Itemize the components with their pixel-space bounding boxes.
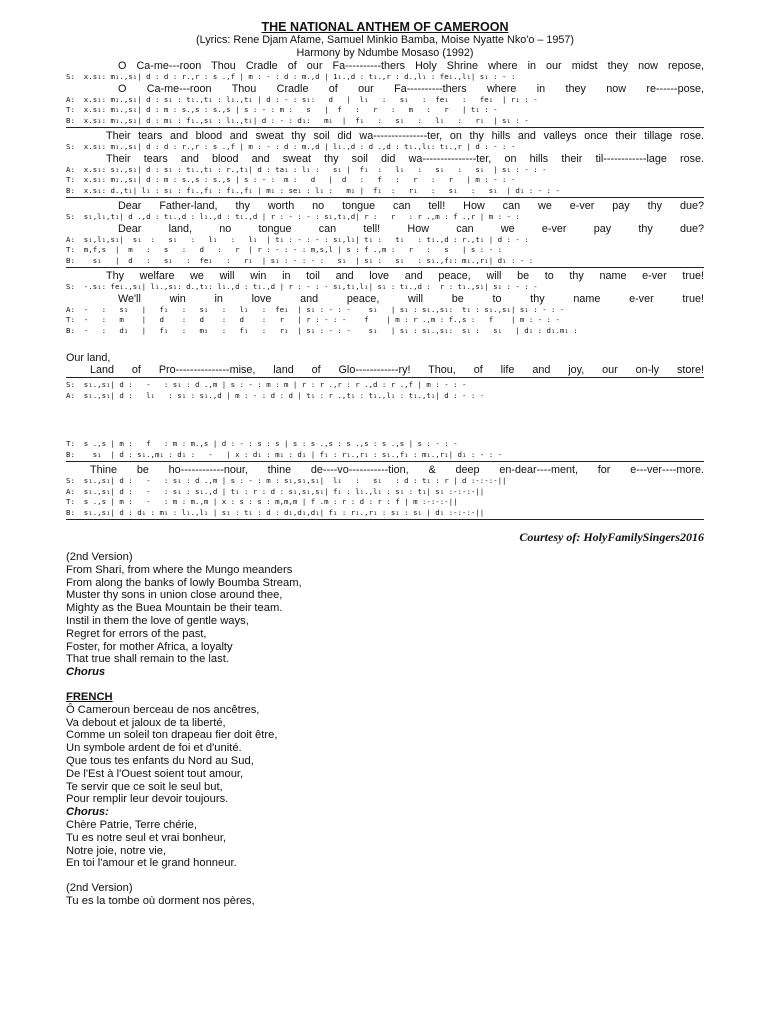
chorus-line: Chère Patrie, Terre chérie, (66, 818, 197, 831)
soprano-notation: S: x.s₁: m₁.,s₁| d : d : r.,r : s .,f | m : - : d : m.,d | 1₁.,d : t₁.,r : d.,l₁ : fe₁.,l₁| s₁ : - : (66, 72, 516, 81)
section-divider (66, 461, 704, 462)
french-section (66, 691, 704, 908)
chorus-line: En toi l'amour et le grand honneur. (66, 857, 237, 870)
soprano-notation: S: s₁.,s₁| d : - : s₁ : d .,m | s : - : m : s₁,s₁,s₁| l₁ : s₁ : d : t₁ : r | d :-:-:-|| (66, 476, 507, 485)
chorus-line: Notre joie, notre vie, (66, 844, 167, 857)
lyric-line: Thy welfare we will win in toil and love and peace, will be to thy name e-ver true! (106, 270, 704, 282)
lyric-line: Their tears and blood and sweat thy soil did wa---------------ter, on thy hills and valleys once their tillage rose. (106, 130, 704, 142)
tenor-notation: T: s .,s | m : f : m : m.,s | d : - : s : s | s : s .,s : s .,s : s .,s | s : - : - (66, 439, 458, 448)
verse-line: Que tous tes enfants du Nord au Sud, (66, 754, 254, 767)
tenor-notation: T: - : m | d : d : d : r | r : - : - f | m : r .,m : f.,s : f | m : - : - (66, 315, 560, 324)
lyric-line: O Ca-me---roon Thou Cradle of our Fa----------thers where in they now re------pose, (118, 82, 704, 95)
lyric-line: Our land, (66, 352, 111, 364)
verse-line: From along the banks of lowly Boumba Stream, (66, 576, 302, 589)
verse-line: De l'Est à l'Ouest soient tout amour, (66, 767, 244, 780)
score-section-4 (66, 270, 704, 336)
bass-notation: B: - : d₁ | f₁ : m₁ : f₁ : r₁ | s₁ : - : - s₁ | s₁ : s₁.,s₁: s₁ : s₁ | d₁ : d₁.m₁ : (66, 325, 578, 335)
section-divider (66, 197, 704, 198)
alto-notation: A: s₁.,s₁| d : l₁ : s₁ : s₁.,d | m : - : d : d | t₁ : r .,t₁ : t₁.,l₁ : t₁.,t₁| d : - : - (66, 390, 485, 400)
bass-notation: B: x.s₁: d.,t₁| l₁ : s₁ : f₁.,f₁ : f₁.,f₁ | m₁ : se₁ : l₁ : m₁ | f₁ : r₁ : s₁ : s₁ | d₁ : - : - (66, 185, 560, 195)
version-label: (2nd Version) (66, 882, 133, 895)
score-section-5 (66, 352, 704, 460)
anthem-document (66, 18, 704, 908)
verse-line: Ô Cameroun berceau de nos ancêtres, (66, 703, 260, 716)
lyric-line: Dear Father-land, thy worth no tongue can tell! How can we e-ver pay thy due? (118, 200, 704, 212)
section-divider (66, 519, 704, 520)
chorus-label: Chorus: (66, 806, 109, 819)
score-section-6 (66, 464, 704, 518)
english-second-version (66, 551, 704, 679)
section-divider (66, 267, 704, 268)
french-heading: FRENCH (66, 690, 113, 703)
section-divider (66, 377, 704, 378)
tenor-notation: T: x.s₁: m₁.,s₁| d : m : s.,s : s.,s | s : - : m : s | f : r : m : r | t₁ : - (66, 105, 498, 114)
verse-line: Va debout et jaloux de ta liberté, (66, 716, 226, 729)
bass-notation: B: s₁.,s₁| d : d₁ : m₁ : l₁.,l₁ | s₁ : t₁ : d : d₁,d₁,d₁| f₁ : r₁.,r₁ : s₁ : s₁ | d₁ :-:-:-|| (66, 507, 485, 517)
score-section-3 (66, 200, 704, 266)
bass-notation: B: x.s₁: m₁.,s₁| d : m₁ : f₁.,s₁ : l₁.,t₁| d : - : d₁: m₁ | f₁ : s₁ : l₁ : r₁ | s₁ : - (66, 115, 529, 125)
lyric-line: Dear land, no tongue can tell! How can we e-ver pay thy due? (118, 222, 704, 235)
alto-notation: A: x.s₁: m₁.,s₁| d : s₁ : t₁.,t₁ : l₁.,t₁ | d : - : s₁: d | l₁ : s₁ : fe₁ : fe₁ | r₁ : - (66, 94, 538, 104)
verse-line: Pour remplir leur devoir toujours. (66, 793, 229, 806)
harmony-credit: Harmony by Ndumbe Mosaso (1992) (296, 47, 474, 59)
soprano-notation: S: s₁.,s₁| d : - : s₁ : d .,m | s : - : m : m | r : r .,r : r .,d : r .,f | m : - : - (66, 380, 467, 389)
verse-line: Instil in them the love of gentle ways, (66, 614, 249, 627)
verse-line: Foster, for mother Africa, a loyalty (66, 640, 233, 653)
soprano-notation: S: x.s₁: m₁.,s₁| d : d : r.,r : s .,f | m : - : d : m.,d | l₁.,d : d .,d : t₁.,l₁: t₁.,r | d : - : - (66, 142, 516, 151)
lyric-line: Land of Pro---------------mise, land of Glo------------ry! Thou, of life and joy, our on-ly store! (90, 364, 704, 376)
version-label: (2nd Version) (66, 551, 133, 563)
alto-notation: A: s₁,l₁,s₁| s₁ : s₁ : l₁ : l₁ | t₁ : - : - : s₁,l₁| t₁ : t₁ : t₁.,d : r.,t₁ | d : - : (66, 234, 529, 244)
verse-line: From Shari, from where the Mungo meanders (66, 563, 293, 576)
verse-line: Tu es la tombe où dorment nos pères, (66, 894, 255, 907)
verse-line: Muster thy sons in union close around thee, (66, 589, 283, 602)
score-section-1 (66, 60, 704, 126)
bass-notation: B: s₁ | d : s₁ : fe₁ : r₁ | s₁ : - : - : s₁ | s₁ : s₁ : s₁.,f₁: m₁.,r₁| d₁ : - : (66, 255, 534, 265)
verse-line: Un symbole ardent de foi et d'unité. (66, 742, 242, 755)
lyric-line: Their tears and blood and sweat thy soil did wa---------------ter, on hills their til------------lage rose. (106, 152, 704, 165)
alto-notation: A: - : s₁ | f₁ : s₁ : l₁ : fe₁ | s₁ : - : - s₁ | s₁ : s₁.,s₁: t₁ : s₁.,s₁| s₁ : - : - (66, 304, 565, 314)
document-title: THE NATIONAL ANTHEM OF CAMEROON (261, 20, 509, 34)
tenor-notation: T: s .,s | m : - : m : m.,m | x : s : s : m,m,m | f .m : r : d : r : f | m :-:-:-|| (66, 497, 458, 506)
chorus-line: Tu es notre seul et vrai bonheur, (66, 831, 227, 844)
soprano-notation: S: -.s₁: fe₁.,s₁| l₁.,s₁: d.,t₁: l₁.,d : t₁.,d | r : - : - s₁,t₁,l₁| s₁ : t₁.,d : r : t₁.,s₁| s₁ : - : - (66, 282, 538, 291)
score-section-2 (66, 130, 704, 196)
lyric-line: We'll win in love and peace, will be to thy name e-ver true! (118, 292, 704, 305)
tenor-notation: T: x.s₁: m₁.,s₁| d : m : s.,s : s.,s | s : - : m : d | d : f : r : r | m : - : - (66, 175, 516, 184)
chorus-label: Chorus (66, 666, 106, 679)
courtesy-credit: Courtesy of: HolyFamilySingers2016 (519, 530, 704, 544)
lyrics-credit: (Lyrics: Rene Djam Afame, Samuel Minkio Bamba, Moise Nyatte Nko'o – 1957) (196, 34, 574, 46)
alto-notation: A: s₁.,s₁| d : - : s₁ : s₁.,d | t₁ : r : d : s₁,s₁,s₁| f₁ : l₁.,l₁ : s₁ : t₁| s₁ :-:-:-|| (66, 486, 485, 496)
lyric-line: O Ca-me---roon Thou Cradle of our Fa----------thers Holy Shrine where in our midst they now repose, (118, 60, 704, 72)
soprano-notation: S: s₁,l₁,t₁| d .,d : t₁.,d : l₁.,d : t₁.,d | r : - : - : s₁,t₁,d| r : r : r .,m : f .,r | m : - : (66, 212, 520, 221)
verse-line: That true shall remain to the last. (66, 653, 229, 666)
verse-line: Mighty as the Buea Mountain be their team. (66, 602, 283, 615)
alto-notation: A: x.s₁: s₁.,s₁| d : s₁ : t₁.,t₁ : r.,t₁| d : ta₁ : l₁ : s₁ | f₁ : l₁ : s₁ : s₁ | s₁ : - : - (66, 164, 547, 174)
verse-line: Te servir que ce soit le seul but, (66, 780, 223, 793)
bass-notation: B: s₁ | d : s₁.,m₁ : d₁ : - | x : d₁ : m₁ : d₁ | f₁ : r₁.,r₁ : s₁.,f₁ : m₁.,r₁| d₁ : - : - (66, 449, 503, 459)
section-divider (66, 127, 704, 128)
lyric-line: Thine be ho------------nour, thine de----vo-----------tion, & deep en-dear----ment, for e---ver----more. (90, 464, 704, 476)
tenor-notation: T: m,f,s | m : s : d : r | r : - : - : m,s,l | s : f .,m : r : s | s : - : (66, 245, 503, 254)
verse-line: Comme un soleil ton drapeau fier doit être, (66, 729, 278, 742)
verse-line: Regret for errors of the past, (66, 627, 207, 640)
